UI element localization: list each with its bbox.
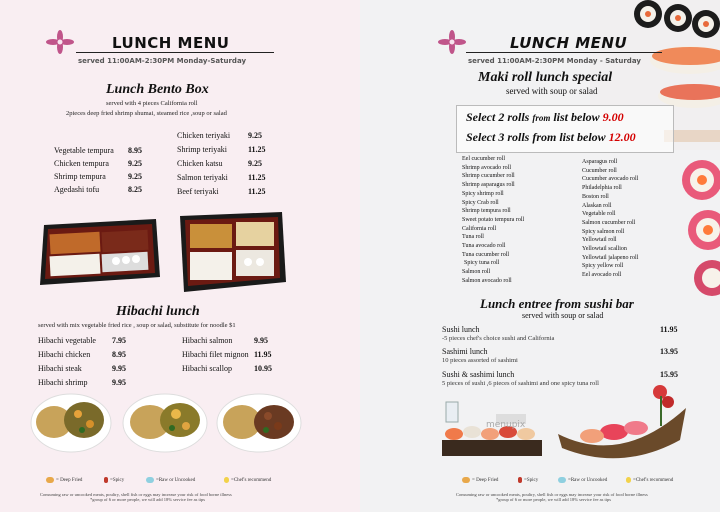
entree-item-desc: 5 pieces of sushi ,6 pieces of sashimi and one spicy tuna roll bbox=[442, 380, 599, 387]
entree-item-price: 15.95 bbox=[660, 370, 678, 379]
bento-item-name: Beef teriyaki bbox=[177, 187, 219, 196]
served-hours: served 11:00AM-2:30PM Monday - Saturday bbox=[468, 57, 641, 65]
legend-spicy: =Spicy bbox=[518, 477, 538, 483]
chili-icon bbox=[104, 477, 108, 483]
hibachi-item-name: Hibachi filet mignon bbox=[182, 350, 249, 359]
maki-title: Maki roll lunch special bbox=[478, 70, 613, 85]
roll-item: Yellowtail scallion bbox=[582, 246, 627, 253]
promo-three-rolls: Select 3 rolls from list below 12.00 bbox=[466, 130, 636, 144]
maki-subtitle: served with soup or salad bbox=[506, 86, 598, 96]
entree-item-name: Sashimi lunch bbox=[442, 347, 488, 356]
roll-item: Shrimp tempura roll bbox=[462, 208, 511, 215]
hibachi-plate-image bbox=[122, 392, 208, 454]
deep-fried-icon bbox=[46, 477, 54, 483]
disclaimer: Consuming raw or uncooked meats, poultry, shell fish or eggs may increase your risk of food borne illness *group of 6 or more people, we will add 18% service fee as tips bbox=[456, 492, 648, 502]
entree-item-name: Sushi & sashimi lunch bbox=[442, 370, 515, 379]
hibachi-item-name: Hibachi salmon bbox=[182, 336, 233, 345]
roll-item: Shrimp cucumber roll bbox=[462, 173, 515, 180]
roll-item: Spicy salmon roll bbox=[582, 228, 625, 235]
entree-title: Lunch entree from sushi bar bbox=[480, 296, 634, 311]
bento-item-price: 11.25 bbox=[248, 187, 266, 196]
bento-box-image bbox=[176, 210, 288, 298]
entree-item-price: 11.95 bbox=[660, 325, 678, 334]
watermark: menupix bbox=[486, 420, 526, 430]
roll-item: Tuna cucumber roll bbox=[462, 251, 510, 258]
roll-item: Shrimp asparagus roll bbox=[462, 182, 515, 189]
legend-chef: =Chef's recommend bbox=[224, 477, 271, 483]
chef-recommend-icon bbox=[626, 477, 631, 483]
hibachi-item-name: Hibachi chicken bbox=[38, 350, 91, 359]
roll-item: Salmon roll bbox=[462, 269, 491, 276]
hibachi-item-price: 10.95 bbox=[254, 364, 272, 373]
hibachi-item-price: 8.95 bbox=[112, 350, 126, 359]
roll-item: Salmon cucumber roll bbox=[582, 219, 636, 226]
hibachi-item-price: 9.95 bbox=[112, 378, 126, 387]
hibachi-plate-image bbox=[216, 392, 302, 454]
roll-item: Cucumber roll bbox=[582, 167, 617, 174]
chili-icon bbox=[518, 477, 522, 483]
entree-item-price: 13.95 bbox=[660, 347, 678, 356]
roll-item: Shrimp avocado roll bbox=[462, 164, 511, 171]
bento-item-name: Chicken katsu bbox=[177, 159, 223, 168]
title-divider bbox=[466, 52, 662, 53]
bento-item-price: 8.95 bbox=[128, 146, 142, 155]
hibachi-item-name: Hibachi shrimp bbox=[38, 378, 88, 387]
bento-item-price: 9.25 bbox=[128, 172, 142, 181]
roll-item: Spicy shrimp roll bbox=[462, 190, 504, 197]
roll-item: California roll bbox=[462, 225, 497, 232]
chef-recommend-icon bbox=[224, 477, 229, 483]
hibachi-item-name: Hibachi vegetable bbox=[38, 336, 96, 345]
hibachi-desc: served with mix vegetable fried rice , soup or salad, substitute for noodle $1 bbox=[38, 322, 236, 329]
hibachi-title: Hibachi lunch bbox=[116, 304, 200, 319]
hibachi-item-name: Hibachi steak bbox=[38, 364, 82, 373]
hibachi-item-name: Hibachi scallop bbox=[182, 364, 232, 373]
raw-fish-icon bbox=[146, 477, 154, 483]
title-divider bbox=[76, 52, 274, 53]
bento-box-image bbox=[36, 215, 161, 293]
roll-item: Vegetable roll bbox=[582, 211, 616, 218]
roll-item: Philadelphia roll bbox=[582, 185, 622, 192]
bento-desc-2: 2pieces deep fried shrimp shumai, steamed rice ,soup or salad bbox=[66, 110, 227, 117]
hibachi-item-price: 9.95 bbox=[112, 364, 126, 373]
legend-deep-fried: = Deep Fried bbox=[462, 477, 498, 483]
roll-item: Tuna roll bbox=[462, 234, 484, 241]
sashimi-boat-image bbox=[556, 376, 690, 466]
roll-item: Boston roll bbox=[582, 193, 609, 200]
flower-icon bbox=[438, 30, 466, 54]
roll-item: Tuna avocado roll bbox=[462, 243, 506, 250]
legend-chef: =Chef's recommend bbox=[626, 477, 673, 483]
roll-item: Asparagus roll bbox=[582, 159, 618, 165]
hibachi-plate-image bbox=[30, 392, 112, 454]
roll-item: Spicy Crab roll bbox=[462, 199, 499, 206]
legend-deep-fried: = Deep Fried bbox=[46, 477, 82, 483]
roll-item: Spicy yellow roll bbox=[582, 263, 624, 270]
deep-fried-icon bbox=[462, 477, 470, 483]
bento-title: Lunch Bento Box bbox=[106, 82, 209, 97]
roll-item: Sweet potato tempura roll bbox=[462, 216, 525, 223]
flower-icon bbox=[46, 30, 74, 54]
bento-item-price: 8.25 bbox=[128, 185, 142, 194]
bento-item-price: 9.25 bbox=[128, 159, 142, 168]
legend-spicy: =Spicy bbox=[104, 477, 124, 483]
legend-raw: =Raw or Uncooked bbox=[146, 477, 195, 483]
bento-item-price: 9.25 bbox=[248, 159, 262, 168]
roll-item: Yellowtail roll bbox=[582, 237, 617, 244]
hibachi-item-price: 7.95 bbox=[112, 336, 126, 345]
hibachi-item-price: 9.95 bbox=[254, 336, 268, 345]
bento-item-name: Salmon teriyaki bbox=[177, 173, 228, 182]
roll-item: Yellowtail jalapeno roll bbox=[582, 254, 639, 261]
page-title: LUNCH MENU bbox=[510, 34, 628, 52]
roll-item: Salmon avocado roll bbox=[462, 277, 512, 284]
roll-item: Alaskan roll bbox=[582, 202, 612, 209]
bento-item-name: Chicken teriyaki bbox=[177, 131, 231, 140]
raw-fish-icon bbox=[558, 477, 566, 483]
legend-raw: =Raw or Uncooked bbox=[558, 477, 607, 483]
bento-item-name: Chicken tempura bbox=[54, 159, 109, 168]
sushi-platter-image bbox=[436, 394, 546, 466]
entree-item-desc: 10 pieces assorted of sashimi bbox=[442, 357, 518, 364]
right-menu-panel bbox=[360, 0, 720, 512]
bento-item-price: 11.25 bbox=[248, 145, 266, 154]
page-title: LUNCH MENU bbox=[112, 34, 230, 52]
hibachi-item-price: 11.95 bbox=[254, 350, 272, 359]
bento-item-name: Vegetable tempura bbox=[54, 146, 114, 155]
maki-roll-list-2 bbox=[582, 158, 638, 280]
entree-subtitle: served with soup or salad bbox=[522, 311, 604, 320]
bento-item-price: 11.25 bbox=[248, 173, 266, 182]
bento-item-name: Agedashi tofu bbox=[54, 185, 100, 194]
served-hours: served 11:00AM-2:30PM Monday-Saturday bbox=[78, 57, 247, 65]
bento-item-name: Shrimp teriyaki bbox=[177, 145, 227, 154]
roll-item: Eel avocado roll bbox=[582, 272, 622, 279]
bento-item-name: Shrimp tempura bbox=[54, 172, 106, 181]
disclaimer: Consuming raw or uncooked meats, poultry, shell fish or eggs may increase your risk of food borne illness *group of 6 or more people, we will add 18% service fee as tips bbox=[40, 492, 232, 502]
bento-item-price: 9.25 bbox=[248, 131, 262, 140]
entree-item-desc: -5 pieces chef's choice sushi and California bbox=[442, 335, 555, 342]
roll-item: Spicy tuna roll bbox=[464, 260, 500, 267]
bento-desc-1: served with 4 pieces California roll bbox=[106, 100, 198, 107]
roll-item: Cucumber avocado roll bbox=[582, 176, 639, 183]
sushi-roll-image bbox=[668, 150, 720, 310]
entree-item-name: Sushi lunch bbox=[442, 325, 480, 334]
roll-item: Eel cucumber roll bbox=[462, 156, 505, 162]
maki-roll-list-1 bbox=[462, 155, 524, 286]
promo-two-rolls: Select 2 rolls from list below 9.00 bbox=[466, 110, 624, 124]
